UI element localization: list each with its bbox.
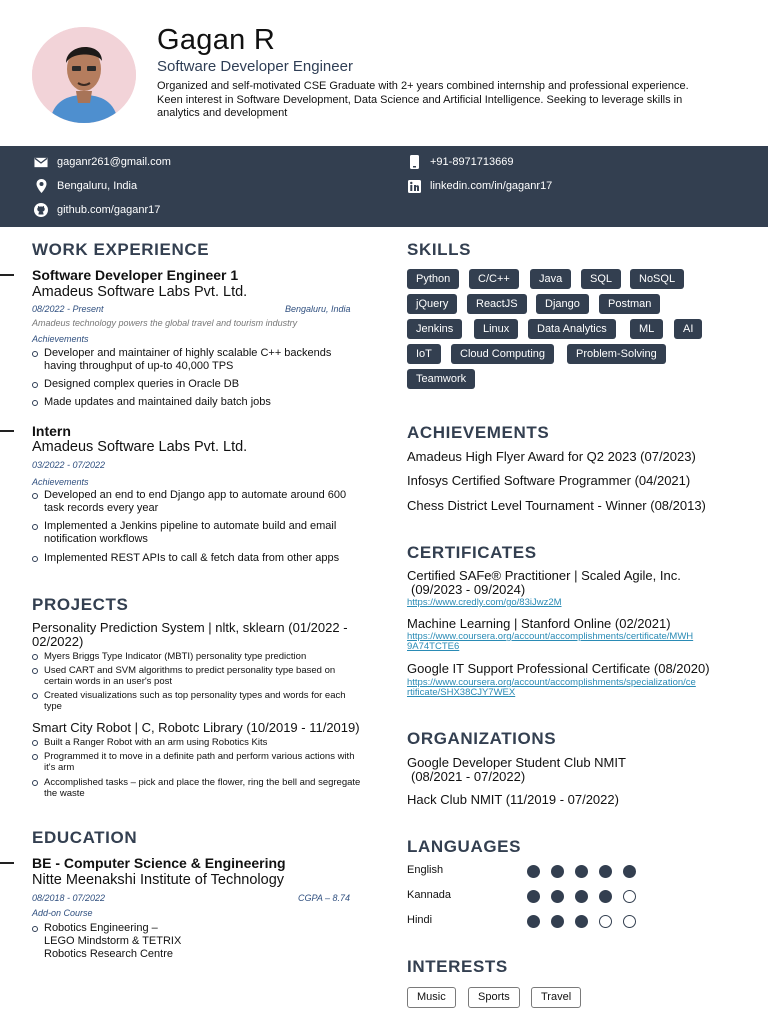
- rating-dot-filled: [527, 915, 540, 928]
- skill-chip: NoSQL: [630, 269, 684, 289]
- skill-chip: Teamwork: [407, 369, 475, 389]
- skills-heading: SKILLS: [407, 240, 472, 259]
- certificate-title: [407, 569, 737, 597]
- certificate-link[interactable]: [407, 632, 737, 652]
- project-bullet: Myers Briggs Type Indicator (MBTI) personality type prediction: [32, 651, 362, 662]
- github-icon: [34, 203, 48, 217]
- contact-bar: [0, 146, 768, 227]
- job-bullet: Designed complex queries in Oracle DB: [32, 378, 362, 391]
- certificate-title: Google IT Support Professional Certificate (08/2020): [407, 661, 710, 676]
- project-bullet: Accomplished tasks – pick and place the flower, ring the bell and segregate the waste: [32, 777, 362, 799]
- addon-line: LEGO Mindstorm & TETRIX: [44, 935, 182, 947]
- job-title: Intern: [32, 423, 71, 439]
- job-dates: 08/2022 - Present: [32, 304, 104, 314]
- work-experience-heading: WORK EXPERIENCE: [32, 240, 210, 259]
- interests-heading: INTERESTS: [407, 957, 508, 976]
- cgpa: CGPA – 8.74: [298, 893, 351, 903]
- rating-dot-filled: [623, 865, 636, 878]
- language-rating: [527, 865, 636, 878]
- achievement-item: Amadeus High Flyer Award for Q2 2023 (07/2023): [407, 449, 696, 464]
- person-photo-icon: [32, 27, 136, 123]
- organization-item: Hack Club NMIT (11/2019 - 07/2022): [407, 792, 619, 807]
- job-bullet: Developer and maintainer of highly scalable C++ backends having throughput of up-to 40,000 TPS: [32, 347, 362, 373]
- project-title: Smart City Robot | C, Robotc Library (10/2019 - 11/2019): [32, 720, 360, 735]
- achievements-heading: ACHIEVEMENTS: [407, 423, 550, 442]
- achievement-item: Infosys Certified Software Programmer (04/2021): [407, 473, 691, 488]
- contact-github[interactable]: [34, 203, 160, 217]
- location-text: Bengaluru, India: [57, 180, 138, 192]
- languages-heading: LANGUAGES: [407, 837, 522, 856]
- certificate-title: Machine Learning | Stanford Online (02/2021): [407, 616, 671, 631]
- candidate-name: Gagan R: [157, 24, 276, 56]
- education-dates: 08/2018 - 07/2022: [32, 893, 106, 903]
- contact-linkedin[interactable]: [407, 179, 552, 193]
- organization-item: [407, 756, 737, 784]
- achievement-item: Chess District Level Tournament - Winner (08/2013): [407, 498, 706, 513]
- addon-course: [32, 922, 362, 961]
- skill-chip: C/C++: [469, 269, 519, 289]
- rating-dot-filled: [575, 890, 588, 903]
- rating-dot-filled: [575, 865, 588, 878]
- contact-email[interactable]: [34, 155, 171, 169]
- profile-photo: [32, 27, 136, 123]
- language-rating: [527, 915, 636, 928]
- certificates-heading: CERTIFICATES: [407, 543, 537, 562]
- achievements-label: Achievements: [32, 334, 89, 344]
- rating-dot-empty: [623, 890, 636, 903]
- link-line: rtificate/SHX38CJY7WEX: [407, 687, 516, 698]
- language-name: Kannada: [407, 889, 452, 901]
- achievements-label: Achievements: [32, 477, 89, 487]
- profile-summary: Organized and self-motivated CSE Graduate with 2+ years combined internship and professional experience. Keen interest in Software Development, Data Science and Artificial Intelligence. Seeking to leverage skills in analytics and development: [157, 80, 689, 119]
- job-company: Amadeus Software Labs Pvt. Ltd.: [32, 439, 248, 455]
- skill-chip: Django: [536, 294, 589, 314]
- skill-chip: Postman: [599, 294, 660, 314]
- rating-dot-filled: [527, 890, 540, 903]
- linkedin-text: linkedin.com/in/gaganr17: [430, 180, 553, 192]
- skill-chip: Data Analytics: [528, 319, 616, 339]
- project-bullet: Built a Ranger Robot with an arm using Robotics Kits: [32, 737, 362, 748]
- rating-dot-filled: [599, 865, 612, 878]
- addon-line: Robotics Engineering –: [44, 922, 158, 934]
- project-title: Personality Prediction System | nltk, sklearn (01/2022 - 02/2022): [32, 620, 348, 649]
- rating-dot-filled: [551, 865, 564, 878]
- organization-name: Google Developer Student Club NMIT: [407, 755, 626, 770]
- rating-dot-filled: [551, 915, 564, 928]
- degree: BE - Computer Science & Engineering: [32, 855, 286, 871]
- addon-label: Add-on Course: [32, 908, 93, 918]
- rating-dot-empty: [599, 915, 612, 928]
- job-bullet: Made updates and maintained daily batch jobs: [32, 396, 362, 409]
- link-line: https://www.coursera.org/account/accomplishments/certificate/MWH: [407, 631, 694, 642]
- rating-dot-filled: [527, 865, 540, 878]
- job-title: Software Developer Engineer 1: [32, 267, 239, 283]
- linkedin-icon: [407, 179, 421, 193]
- timeline-marker: [0, 430, 14, 432]
- interest-chip: Sports: [468, 987, 520, 1008]
- skill-chip: Cloud Computing: [451, 344, 554, 364]
- job-description: Amadeus technology powers the global travel and tourism industry: [32, 318, 298, 328]
- language-rating: [527, 890, 636, 903]
- link-line: 9A74TCTE6: [407, 641, 460, 652]
- certificate-link[interactable]: [407, 678, 737, 698]
- job-bullet: Developed an end to end Django app to automate around 600 task records every year: [32, 489, 362, 515]
- envelope-icon: [34, 155, 48, 169]
- contact-phone[interactable]: [407, 155, 514, 169]
- skill-chip: ReactJS: [467, 294, 527, 314]
- github-text: github.com/gaganr17: [57, 204, 161, 216]
- certificate-link[interactable]: [407, 598, 737, 608]
- language-name: English: [407, 864, 444, 876]
- job-location: Bengaluru, India: [285, 304, 351, 314]
- skill-chip: IoT: [407, 344, 441, 364]
- link-line: https://www.coursera.org/account/accomplishments/specialization/ce: [407, 677, 696, 688]
- rating-dot-filled: [599, 890, 612, 903]
- interest-chip: Travel: [531, 987, 581, 1008]
- certificate-dates: (09/2023 - 09/2024): [411, 582, 526, 597]
- projects-heading: PROJECTS: [32, 595, 129, 614]
- contact-location: [34, 179, 137, 193]
- project-bullet: Used CART and SVM algorithms to predict personality type based on certain words in an user's post: [32, 665, 362, 687]
- project-bullet: Created visualizations such as top personality types and words for each type: [32, 690, 362, 712]
- skill-chip: Java: [530, 269, 571, 289]
- addon-line: Robotics Research Centre: [44, 948, 174, 960]
- project-bullet: Programmed it to move in a definite path and perform various actions with it's arm: [32, 751, 362, 773]
- job-bullet: Implemented REST APIs to call & fetch data from other apps: [32, 552, 362, 565]
- interest-chip: Music: [407, 987, 456, 1008]
- phone-text: +91-8971713669: [430, 156, 514, 168]
- job-bullet: Implemented a Jenkins pipeline to automate build and email notification workflows: [32, 520, 362, 546]
- certificate-name: Certified SAFe® Practitioner | Scaled Agile, Inc.: [407, 568, 681, 583]
- education-heading: EDUCATION: [32, 828, 138, 847]
- skill-chip: Jenkins: [407, 319, 462, 339]
- skill-chip: AI: [674, 319, 702, 339]
- job-company: Amadeus Software Labs Pvt. Ltd.: [32, 284, 248, 300]
- language-name: Hindi: [407, 914, 433, 926]
- link-line: https://www.credly.com/go/83iJwz2M: [407, 597, 562, 608]
- phone-icon: [407, 155, 421, 169]
- rating-dot-empty: [623, 915, 636, 928]
- skill-chip: ML: [630, 319, 663, 339]
- organizations-heading: ORGANIZATIONS: [407, 729, 557, 748]
- job-dates: 03/2022 - 07/2022: [32, 460, 106, 470]
- rating-dot-filled: [551, 890, 564, 903]
- organization-dates: (08/2021 - 07/2022): [411, 769, 526, 784]
- skill-chip: SQL: [581, 269, 621, 289]
- candidate-role: Software Developer Engineer: [157, 58, 353, 75]
- map-pin-icon: [34, 179, 48, 193]
- skill-chip: jQuery: [407, 294, 457, 314]
- school: Nitte Meenakshi Institute of Technology: [32, 872, 285, 888]
- rating-dot-filled: [575, 915, 588, 928]
- skill-chip: Python: [407, 269, 459, 289]
- email-text: gaganr261@gmail.com: [57, 156, 171, 168]
- skill-chip: Problem-Solving: [567, 344, 666, 364]
- timeline-marker: [0, 862, 14, 864]
- timeline-marker: [0, 274, 14, 276]
- skill-chip: Linux: [474, 319, 518, 339]
